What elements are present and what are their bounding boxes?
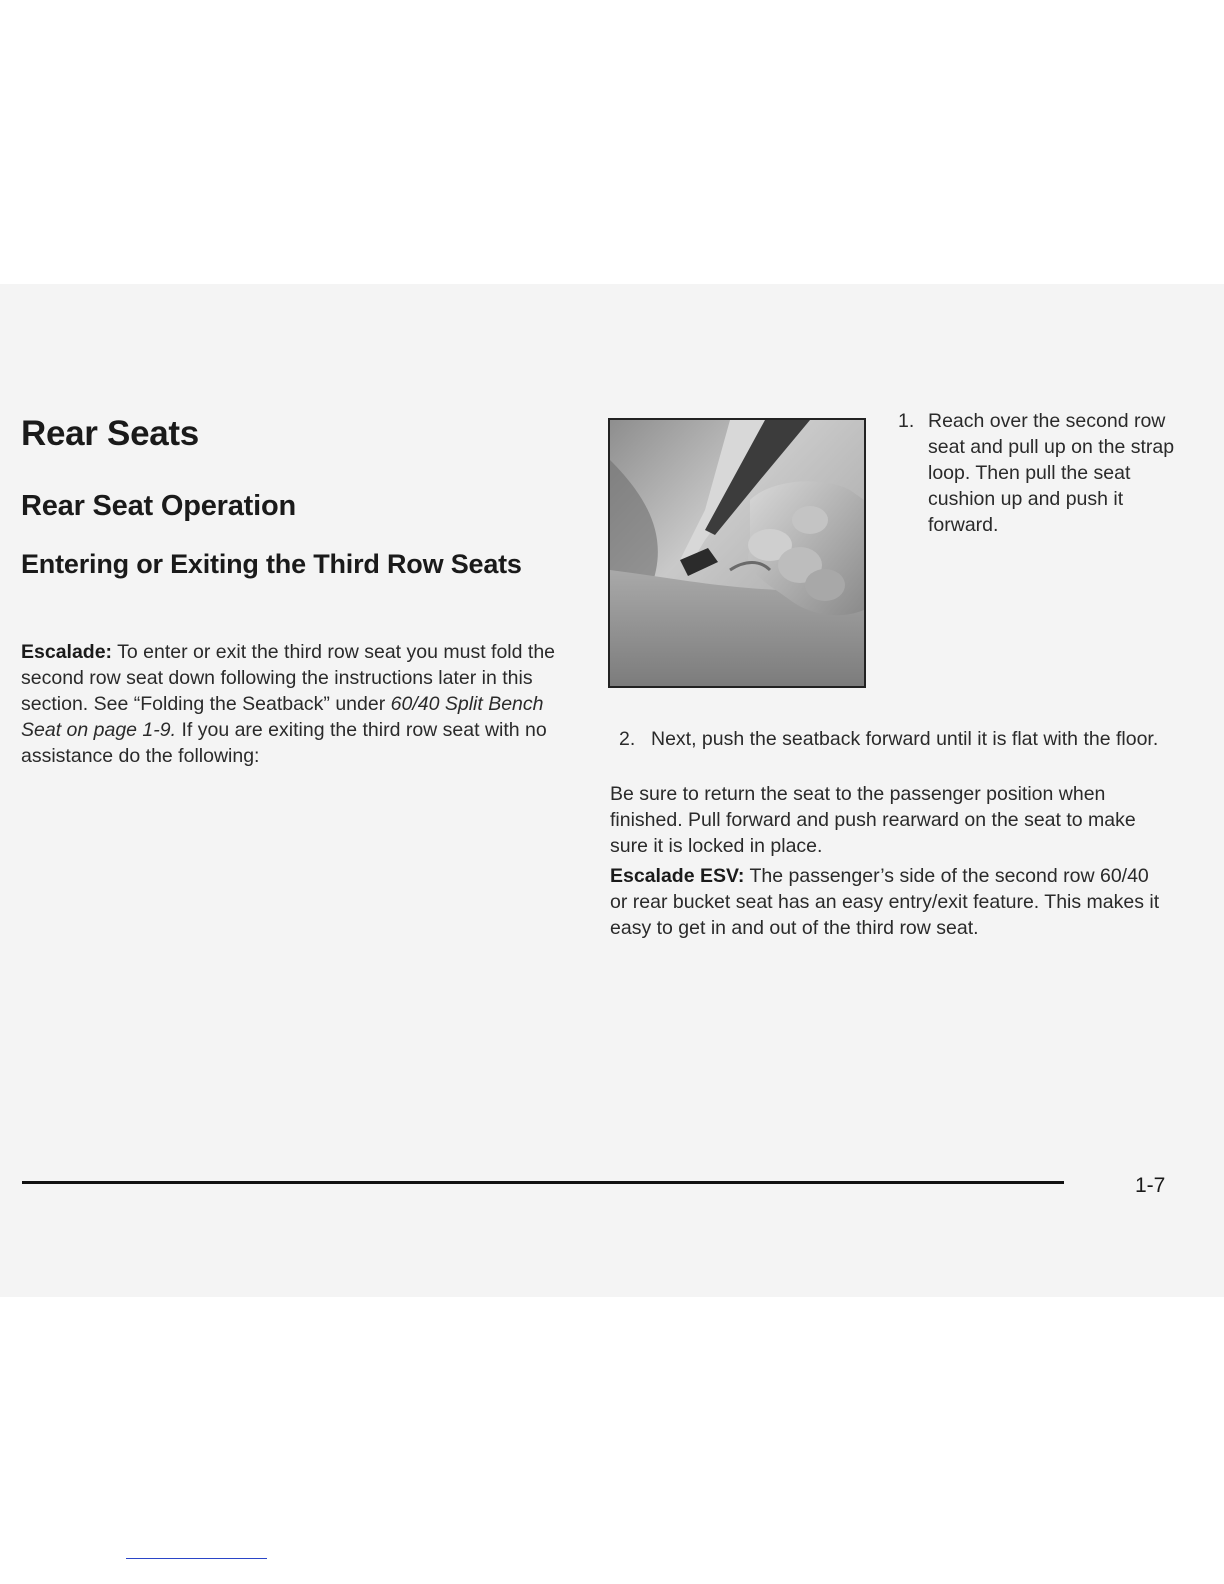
subsection-heading: Rear Seat Operation [21, 490, 297, 522]
step-1-text: Reach over the second row seat and pull up on the strap loop. Then pull the seat cushion up and push it forward. [928, 410, 1175, 536]
return-seat-paragraph: Be sure to return the seat to the passenger position when finished. Pull forward and push rearward on the seat to make sure it is locked in place. [610, 783, 1136, 857]
escalade-text-2: If you are exiting the third row seat with no assistance do the following: [21, 719, 547, 767]
step-1-number: 1. [898, 410, 915, 432]
escalade-lead: Escalade: [21, 641, 113, 663]
escalade-text-1: To enter or exit the third row seat you must fold the second row seat down following the instructions later in this section. See “Folding the Seatback” under [21, 641, 556, 715]
link-underline [126, 1558, 267, 1559]
footer-rule [22, 1181, 1064, 1184]
escalade-esv-lead: Escalade ESV: [610, 865, 745, 887]
strap-loop-photo [608, 418, 866, 688]
escalade-paragraph [21, 639, 566, 769]
step-1 [898, 408, 1178, 538]
cross-reference: 60/40 Split Bench Seat on page 1-9. [21, 693, 544, 741]
step-2-text: Next, push the seatback forward until it is flat with the floor. [651, 728, 1159, 750]
escalade-esv-paragraph [610, 863, 1170, 941]
section-heading: Rear Seats [21, 414, 199, 453]
page-number: 1-7 [1135, 1174, 1166, 1197]
escalade-esv-text: The passenger’s side of the second row 60/40 or rear bucket seat has an easy entry/exit feature. This makes it easy to get in and out of the third row seat. [610, 865, 1160, 939]
manual-page [0, 284, 1224, 1297]
step-2 [619, 726, 1179, 752]
topic-heading: Entering or Exiting the Third Row Seats [21, 549, 522, 579]
step-2-number: 2. [619, 728, 636, 750]
